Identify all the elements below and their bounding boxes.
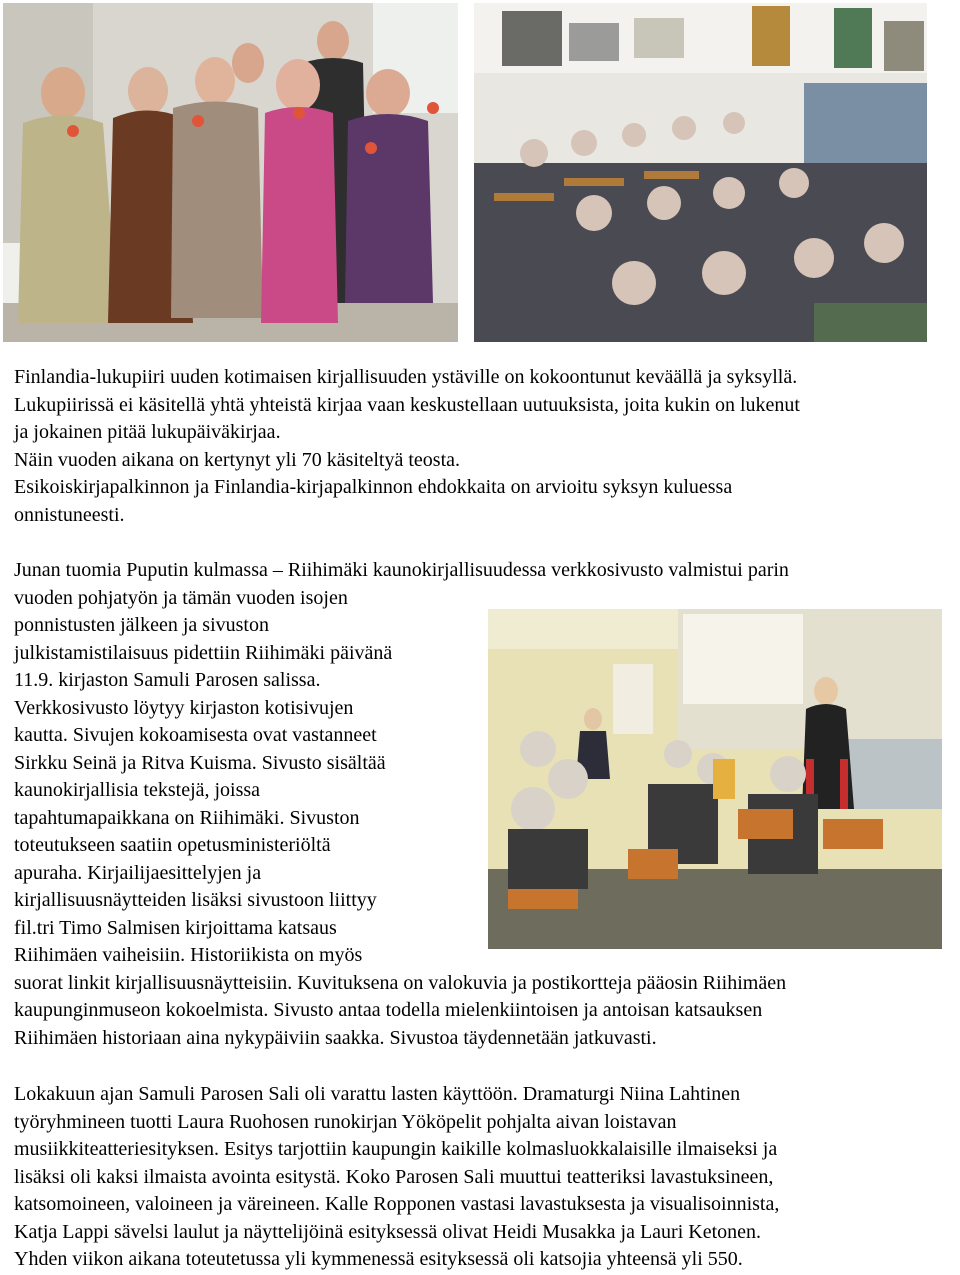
text-line: toteutukseen saatiin opetusministeriöltä: [14, 834, 331, 856]
text-line: työryhmineen tuotti Laura Ruohosen runokirjan Yököpelit pohjalta aivan loistavan: [14, 1110, 677, 1133]
paragraph-website: [14, 557, 944, 1052]
text-line: katsomoineen, valoineen ja väreineen. Kalle Ropponen vastasi lavastuksesta ja visualisoinnista,: [14, 1193, 780, 1215]
text-line: 11.9. kirjaston Samuli Parosen salissa.: [14, 669, 321, 691]
text-line: kaunokirjallisia tekstejä, joissa: [14, 779, 261, 801]
photo-audience-in-hall-icon: [474, 3, 927, 342]
text-line: Verkkosivusto löytyy kirjaston kotisivujen: [14, 696, 354, 719]
text-line: tapahtumapaikkana on Riihimäki. Sivuston: [14, 806, 360, 829]
text-line: Riihimäen vaiheisiin. Historiikista on myös: [14, 944, 363, 966]
text-line: ponnistusten jälkeen ja sivuston: [14, 614, 269, 636]
text-line: Lokakuun ajan Samuli Parosen Sali oli varattu lasten käyttöön. Dramaturgi Niina Lahtinen: [14, 1083, 741, 1105]
text-line: Lukupiirissä ei käsitellä yhtä yhteistä kirjaa vaan keskustellaan uutuuksista, joita kukin on lukenut: [14, 393, 800, 416]
text-line: Finlandia-lukupiiri uuden kotimaisen kirjallisuuden ystäville on kokoontunut keväällä ja syksyllä.: [14, 366, 798, 388]
text-line: kirjallisuusnäytteiden lisäksi sivustoon liittyy: [14, 889, 377, 911]
text-line: Esikoiskirjapalkinnon ja Finlandia-kirjapalkinnon ehdokkaita on arvioitu syksyn kuluessa: [14, 476, 733, 498]
photo-award-winners: [3, 3, 458, 342]
text-line: suorat linkit kirjallisuusnäytteisiin. Kuvituksena on valokuvia ja postikortteja pääosin Riihimäen: [14, 971, 787, 994]
text-line: Riihimäen historiaan aina nykypäiviin saakka. Sivustoa täydennetään jatkuvasti.: [14, 1026, 657, 1049]
text-line: Junan tuomia Puputin kulmassa – Riihimäki kaunokirjallisuudessa verkkosivusto valmistui parin: [14, 559, 789, 581]
text-line: kaupunginmuseon kokoelmista. Sivusto antaa todella mielenkiintoisen ja antoisan katsauksen: [14, 999, 763, 1021]
text-line: fil.tri Timo Salmisen kirjoittama katsaus: [14, 916, 337, 939]
text-line: kautta. Sivujen kokoamisesta ovat vastanneet: [14, 724, 377, 746]
text-line: Yhden viikon aikana toteutetussa yli kymmenessä esityksessä oli katsojia yhteensä yli 550.: [14, 1248, 743, 1270]
photo-audience: [474, 3, 927, 342]
text-line: Näin vuoden aikana on kertynyt yli 70 käsiteltyä teosta.: [14, 448, 460, 471]
text-line: musiikkiteatteriesityksen. Esitys tarjottiin kaupungin kaikille kolmasluokkalaisille ilmaiseksi ja: [14, 1138, 778, 1160]
paragraph-theatre: [14, 1081, 944, 1274]
text-line: vuoden pohjatyön ja tämän vuoden isojen: [14, 586, 348, 609]
text-line: Katja Lappi sävelsi laulut ja näyttelijöinä esityksessä olivat Heidi Musakka ja Lauri Ketonen.: [14, 1220, 762, 1243]
text-line: onnistuneesti.: [14, 503, 125, 526]
photo-award-winners-with-roses-icon: [3, 3, 458, 342]
text-line: Sirkku Seinä ja Ritva Kuisma. Sivusto sisältää: [14, 751, 386, 774]
paragraph-reading-circle: [14, 364, 944, 529]
text-line: ja jokainen pitää lukupäiväkirjaa.: [14, 421, 281, 443]
text-line: apuraha. Kirjailijaesittelyjen ja: [14, 861, 262, 884]
text-line: lisäksi oli kaksi ilmaista avointa esitystä. Koko Parosen Sali muuttui teatteriksi lavastuksineen,: [14, 1165, 774, 1188]
text-line: julkistamistilaisuus pidettiin Riihimäki päivänä: [14, 641, 393, 664]
